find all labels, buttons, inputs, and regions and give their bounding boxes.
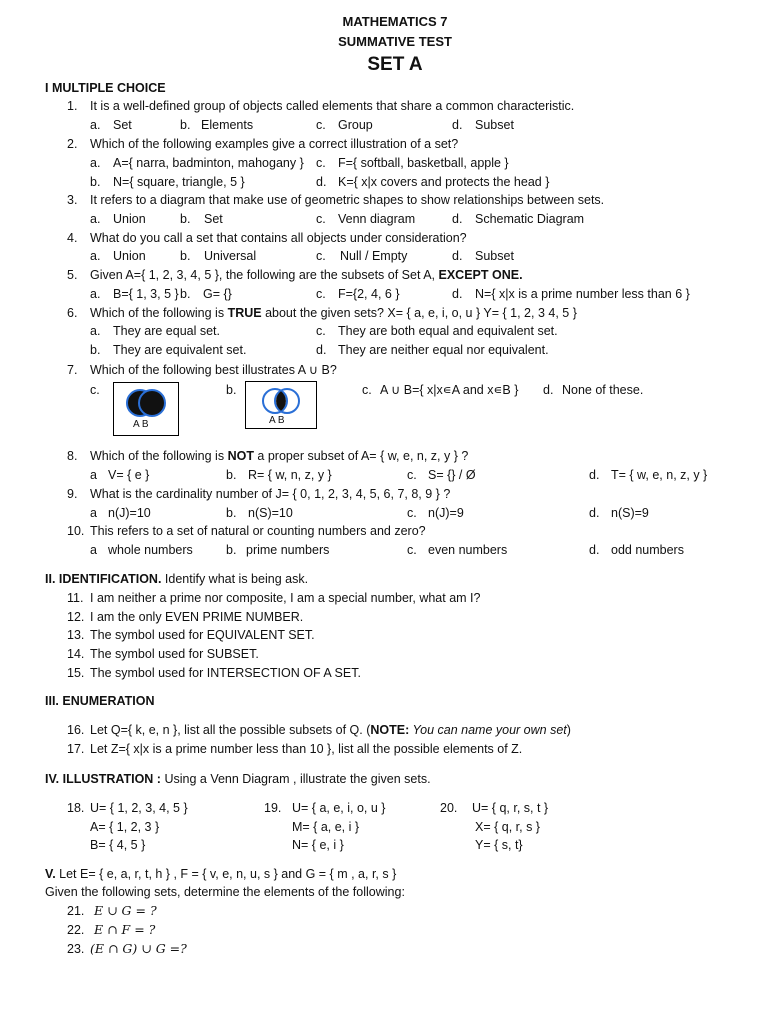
- q5-opt-d: N={ x|x is a prime number less than 6 }: [475, 287, 690, 301]
- q3-opt-b-letter: b.: [180, 212, 191, 226]
- q3-opt-c: Venn diagram: [338, 212, 416, 226]
- q11-text: I am neither a prime nor composite, I am a special number, what am I?: [90, 591, 481, 605]
- q7-opt-c-letter: c.: [362, 383, 372, 397]
- q3-opt-d: Schematic Diagram: [475, 212, 585, 226]
- part2-heading: II. IDENTIFICATION. Identify what is being ask.: [45, 572, 309, 586]
- q2-opt-c: F={ softball, basketball, apple }: [338, 156, 509, 170]
- q2-opt-c-letter: c.: [316, 156, 326, 170]
- q4-opt-b-letter: b.: [180, 249, 191, 263]
- q6-text: Which of the following is TRUE about the given sets? X= { a, e, i, o, u } Y= { 1, 2, 3 4, 5 }: [90, 306, 577, 320]
- q7-venn-option-2: [245, 381, 317, 429]
- part1-heading: I MULTIPLE CHOICE: [45, 81, 166, 95]
- q4-opt-c: Null / Empty: [340, 249, 408, 263]
- q10-opt-b: prime numbers: [246, 543, 330, 557]
- q1-opt-c-letter: c.: [316, 118, 326, 132]
- q9-number: 9.: [67, 487, 78, 501]
- q2-opt-a-letter: a.: [90, 156, 101, 170]
- q7-opt-2-letter: b.: [226, 383, 237, 397]
- q1-opt-a: Set: [113, 118, 132, 132]
- q1-opt-d-letter: d.: [452, 118, 463, 132]
- test-title: SUMMATIVE TEST: [338, 34, 452, 49]
- q4-opt-a-letter: a.: [90, 249, 101, 263]
- q10-opt-c-letter: c.: [407, 543, 417, 557]
- q22-number: 22.: [67, 923, 85, 937]
- q8-opt-b-letter: b.: [226, 468, 237, 482]
- q6-opt-c-letter: c.: [316, 324, 326, 338]
- part5-heading: V. Let E= { e, a, r, t, h } , F = { v, e, n, u, s } and G = { m , a, r, s }: [45, 867, 397, 881]
- set-title: SET A: [367, 54, 423, 75]
- q9-opt-b: n(S)=10: [248, 506, 293, 520]
- q7-text: Which of the following best illustrates A ∪ B?: [90, 363, 337, 377]
- q3-text: It refers to a diagram that make use of geometric shapes to show relationships between sets.: [90, 193, 605, 207]
- q6-opt-d: They are neither equal nor equivalent.: [338, 343, 549, 357]
- q1-opt-b-letter: b.: [180, 118, 191, 132]
- q11-number: 11.: [67, 591, 84, 605]
- q2-opt-b-letter: b.: [90, 175, 101, 189]
- q6-opt-a-letter: a.: [90, 324, 101, 338]
- q6-opt-a: They are equal set.: [113, 324, 221, 338]
- q6-opt-b: They are equivalent set.: [113, 343, 247, 357]
- q7-opt-d: None of these.: [562, 383, 644, 397]
- q18-set-a: A= { 1, 2, 3 }: [90, 820, 160, 834]
- part3-heading: III. ENUMERATION: [45, 694, 155, 708]
- q5-text: Given A={ 1, 2, 3, 4, 5 }, the following are the subsets of Set A, EXCEPT ONE.: [90, 268, 523, 282]
- q2-opt-a: A={ narra, badminton, mahogany }: [113, 156, 304, 170]
- q17-text: Let Z={ x|x is a prime number less than 10 }, list all the possible elements of Z.: [90, 742, 523, 756]
- q8-opt-c-letter: c.: [407, 468, 417, 482]
- q4-opt-b: Universal: [204, 249, 257, 263]
- q8-opt-b: R= { w, n, z, y }: [248, 468, 332, 482]
- q8-number: 8.: [67, 449, 78, 463]
- q20-set-y: Y= { s, t}: [475, 838, 523, 852]
- q3-number: 3.: [67, 193, 78, 207]
- q10-opt-c: even numbers: [428, 543, 508, 557]
- q21-number: 21.: [67, 904, 85, 918]
- q6-opt-b-letter: b.: [90, 343, 101, 357]
- q10-text: This refers to a set of natural or counting numbers and zero?: [90, 524, 426, 538]
- q13-number: 13.: [67, 628, 85, 642]
- q12-text: I am the only EVEN PRIME NUMBER.: [90, 610, 304, 624]
- q5-opt-a-letter: a.: [90, 287, 101, 301]
- q9-opt-d-letter: d.: [589, 506, 600, 520]
- q2-opt-d-letter: d.: [316, 175, 327, 189]
- q17-number: 17.: [67, 742, 85, 756]
- q20-set-x: X= { q, r, s }: [475, 820, 540, 834]
- q2-opt-b: N={ square, triangle, 5 }: [113, 175, 245, 189]
- q7-number: 7.: [67, 363, 78, 377]
- q1-opt-c: Group: [338, 118, 373, 132]
- q8-opt-d-letter: d.: [589, 468, 600, 482]
- q7-opt-d-letter: d.: [543, 383, 554, 397]
- q21-expression: E ∪ G = ?: [94, 903, 157, 918]
- q3-opt-d-letter: d.: [452, 212, 463, 226]
- q2-number: 2.: [67, 137, 78, 151]
- q4-number: 4.: [67, 231, 78, 245]
- q5-opt-b-letter: b.: [180, 287, 191, 301]
- q3-opt-b: Set: [204, 212, 223, 226]
- q7-venn-1-label: A B: [133, 419, 149, 430]
- q9-opt-a-letter: a: [90, 506, 97, 520]
- q7-venn-option-1: [113, 382, 179, 436]
- q10-opt-a-letter: a: [90, 543, 97, 557]
- q5-opt-a: B={ 1, 3, 5 }: [113, 287, 179, 301]
- q10-opt-a: whole numbers: [108, 543, 193, 557]
- q2-opt-d: K={ x|x covers and protects the head }: [338, 175, 550, 189]
- q18-set-b: B= { 4, 5 }: [90, 838, 146, 852]
- q10-opt-d: odd numbers: [611, 543, 684, 557]
- q5-opt-c-letter: c.: [316, 287, 326, 301]
- q2-text: Which of the following examples give a correct illustration of a set?: [90, 137, 459, 151]
- q4-opt-d: Subset: [475, 249, 514, 263]
- q5-opt-c: F={2, 4, 6 }: [338, 287, 400, 301]
- q3-opt-a-letter: a.: [90, 212, 101, 226]
- q20-number: 20.: [440, 801, 458, 815]
- q19-number: 19.: [264, 801, 282, 815]
- q7-venn-1-circle-b: [139, 390, 165, 416]
- q3-opt-a: Union: [113, 212, 146, 226]
- q18-universal-set: U= { 1, 2, 3, 4, 5 }: [90, 801, 188, 815]
- q8-opt-a-letter: a: [90, 468, 97, 482]
- q22-expression: E ∩ F = ?: [94, 922, 156, 937]
- q12-number: 12.: [67, 610, 85, 624]
- q1-opt-d: Subset: [475, 118, 514, 132]
- q10-number: 10.: [67, 524, 85, 538]
- q15-number: 15.: [67, 666, 85, 680]
- q6-opt-c: They are both equal and equivalent set.: [338, 324, 558, 338]
- q8-opt-a: V= { e }: [108, 468, 150, 482]
- q23-number: 23.: [67, 942, 85, 956]
- q9-opt-d: n(S)=9: [611, 506, 649, 520]
- q9-text: What is the cardinality number of J= { 0, 1, 2, 3, 4, 5, 6, 7, 8, 9 } ?: [90, 487, 451, 501]
- q14-text: The symbol used for SUBSET.: [90, 647, 259, 661]
- q4-opt-d-letter: d.: [452, 249, 463, 263]
- q6-number: 6.: [67, 306, 78, 320]
- q7-venn-2-label: A B: [269, 415, 285, 426]
- q8-opt-d: T= { w, e, n, z, y }: [611, 468, 708, 482]
- subject-title: MATHEMATICS 7: [342, 14, 448, 29]
- q10-opt-b-letter: b.: [226, 543, 237, 557]
- q19-universal-set: U= { a, e, i, o, u }: [292, 801, 386, 815]
- q1-number: 1.: [67, 99, 78, 113]
- q15-text: The symbol used for INTERSECTION OF A SET.: [90, 666, 361, 680]
- q9-opt-b-letter: b.: [226, 506, 237, 520]
- q1-opt-b: Elements: [201, 118, 254, 132]
- q1-text: It is a well-defined group of objects called elements that share a common characteristic.: [90, 99, 575, 113]
- q14-number: 14.: [67, 647, 85, 661]
- q20-universal-set: U= { q, r, s, t }: [472, 801, 549, 815]
- q10-opt-d-letter: d.: [589, 543, 600, 557]
- q9-opt-a: n(J)=10: [108, 506, 151, 520]
- q5-number: 5.: [67, 268, 78, 282]
- q9-opt-c: n(J)=9: [428, 506, 464, 520]
- q4-opt-a: Union: [113, 249, 146, 263]
- part4-heading: IV. ILLUSTRATION : Using a Venn Diagram , illustrate the given sets.: [45, 772, 431, 786]
- q4-text: What do you call a set that contains all objects under consideration?: [90, 231, 467, 245]
- q8-text: Which of the following is NOT a proper subset of A= { w, e, n, z, y } ?: [90, 449, 469, 463]
- q7-opt-c: A ∪ B={ x|x∊A and x∊B }: [380, 383, 519, 397]
- q18-number: 18.: [67, 801, 85, 815]
- q1-opt-a-letter: a.: [90, 118, 101, 132]
- q4-opt-c-letter: c.: [316, 249, 326, 263]
- q5-opt-b: G= {}: [203, 287, 232, 301]
- q16-number: 16.: [67, 723, 85, 737]
- q13-text: The symbol used for EQUIVALENT SET.: [90, 628, 315, 642]
- q5-opt-d-letter: d.: [452, 287, 463, 301]
- q7-opt-1-letter: c.: [90, 383, 100, 397]
- q3-opt-c-letter: c.: [316, 212, 326, 226]
- q6-opt-d-letter: d.: [316, 343, 327, 357]
- q9-opt-c-letter: c.: [407, 506, 417, 520]
- q16-text: Let Q={ k, e, n }, list all the possible subsets of Q. (NOTE: You can name your own set): [90, 723, 571, 737]
- q19-set-n: N= { e, i }: [292, 838, 344, 852]
- q8-opt-c: S= {} / Ø: [428, 468, 476, 482]
- q19-set-m: M= { a, e, i }: [292, 820, 360, 834]
- q23-expression: (E ∩ G) ∪ G =?: [90, 941, 187, 956]
- part5-instruction: Given the following sets, determine the elements of the following:: [45, 885, 405, 899]
